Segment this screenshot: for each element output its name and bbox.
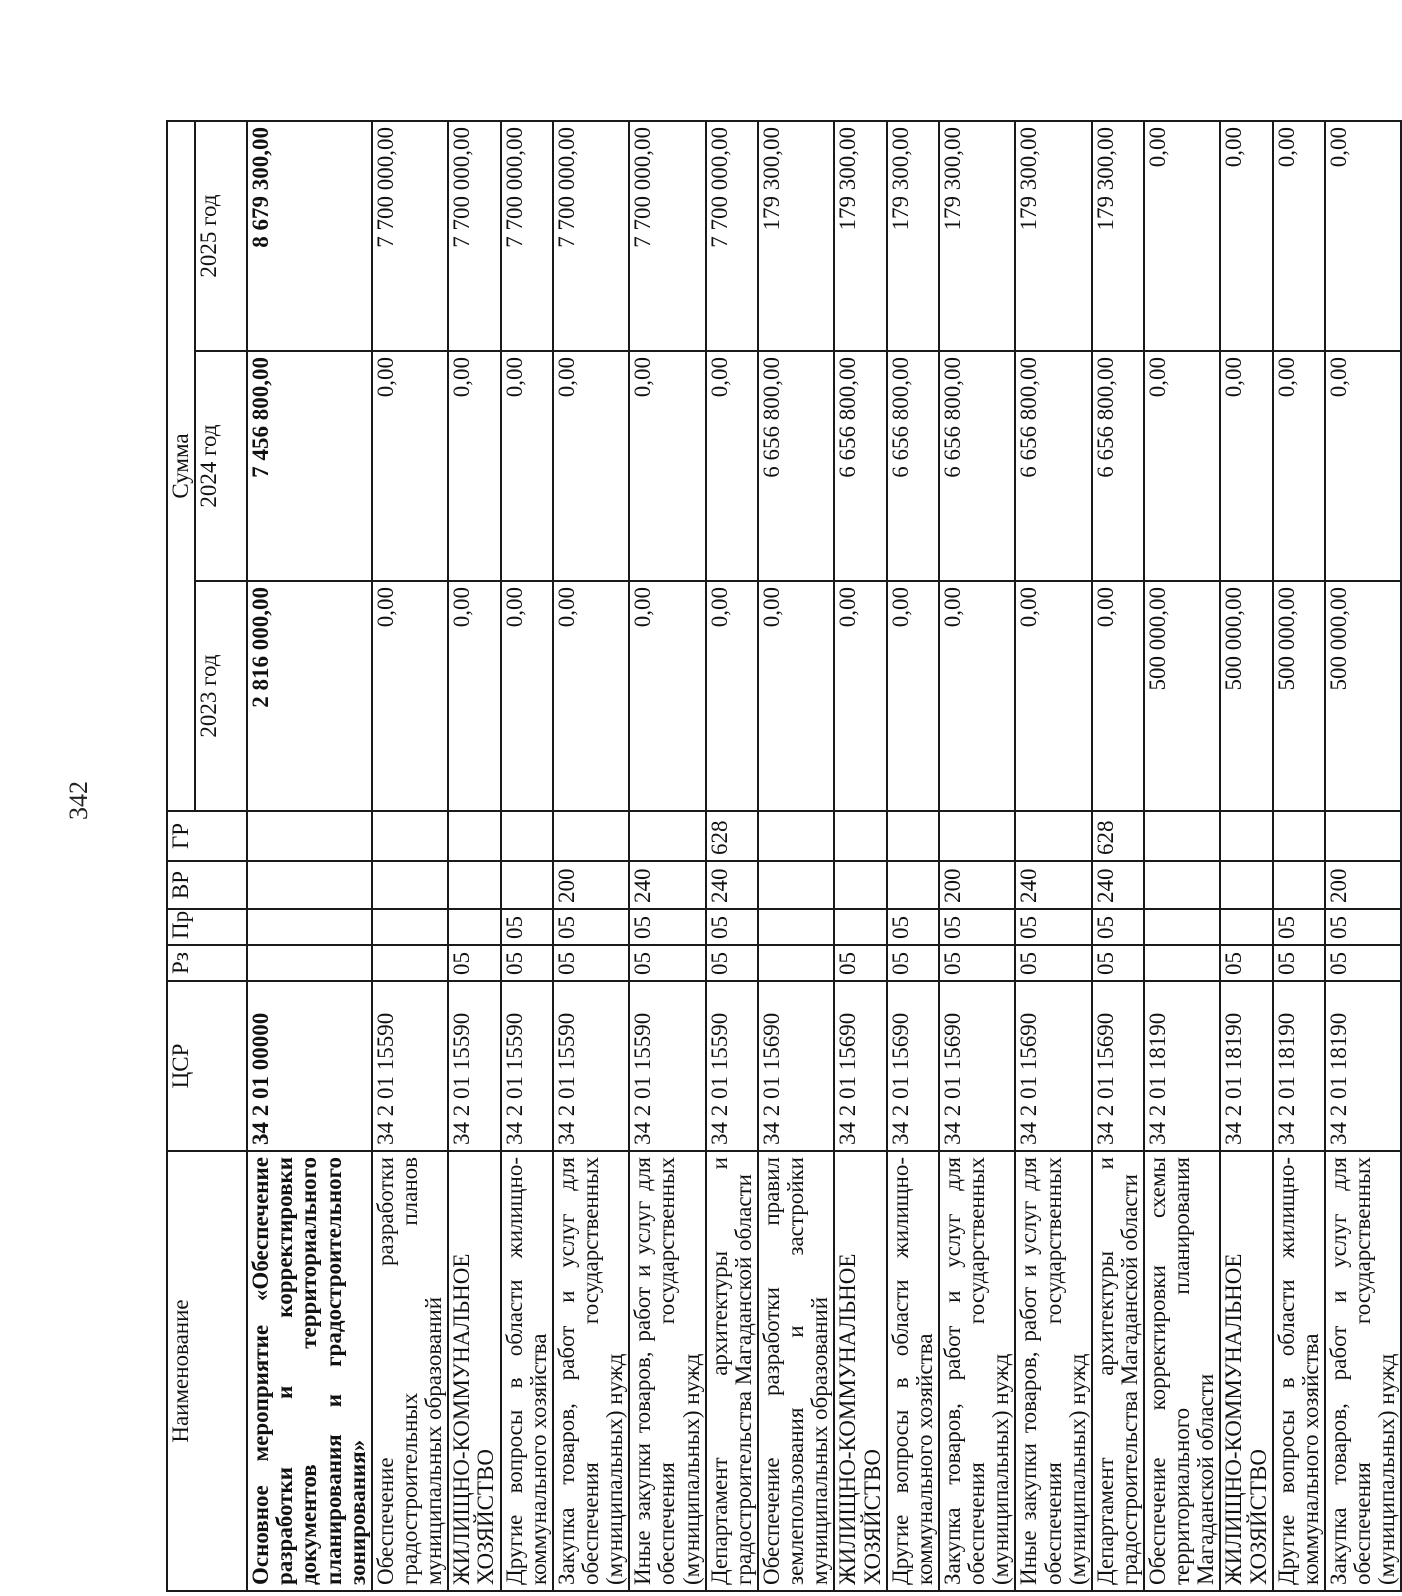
cell-amount-2024: 0,00 [706,351,758,581]
cell-amount-2025: 0,00 [1273,121,1325,351]
cell-gr [1015,811,1091,861]
header-csr: ЦСР [167,981,247,1151]
cell-csr: 34 2 01 15690 [1015,981,1091,1151]
cell-pr: 05 [1015,909,1091,945]
header-rz: Рз [167,945,247,981]
cell-csr: 34 2 01 15590 [706,981,758,1151]
cell-name: Департамент архитектуры и градостроительства Магаданской области [1092,1151,1144,1591]
cell-pr [448,909,500,945]
cell-rz: 05 [1325,945,1401,981]
cell-amount-2023: 0,00 [939,581,1015,811]
cell-gr [1273,811,1325,861]
cell-vr [758,861,834,909]
cell-name: ЖИЛИЩНО-КОММУНАЛЬНОЕ ХОЗЯЙСТВО [1220,1151,1272,1591]
cell-amount-2023: 500 000,00 [1325,581,1401,811]
cell-gr [372,811,448,861]
header-name: Наименование [167,1151,247,1591]
cell-amount-2023: 0,00 [553,581,629,811]
cell-amount-2025: 7 700 000,00 [448,121,500,351]
table-row [448,121,500,1591]
cell-amount-2024: 6 656 800,00 [758,351,834,581]
cell-vr [1220,861,1272,909]
table-row [553,121,629,1591]
cell-amount-2023: 0,00 [834,581,886,811]
cell-csr: 34 2 01 15590 [372,981,448,1151]
cell-csr: 34 2 01 15590 [501,981,553,1151]
cell-amount-2024: 6 656 800,00 [887,351,939,581]
cell-amount-2024: 0,00 [448,351,500,581]
cell-csr: 34 2 01 15690 [1092,981,1144,1151]
header-year-2024: 2024 год [195,351,247,581]
cell-amount-2024: 6 656 800,00 [1092,351,1144,581]
table-row [887,121,939,1591]
cell-rz: 05 [887,945,939,981]
cell-amount-2023: 0,00 [448,581,500,811]
cell-vr: 240 [1092,861,1144,909]
cell-pr: 05 [629,909,705,945]
cell-name: Обеспечение разработки градостроительных планов муниципальных образований [372,1151,448,1591]
cell-amount-2025: 0,00 [1325,121,1401,351]
cell-rz: 05 [448,945,500,981]
cell-pr: 05 [1325,909,1401,945]
cell-pr [834,909,886,945]
cell-amount-2023: 2 816 000,00 [247,581,372,811]
header-year-2023: 2023 год [195,581,247,811]
table-row [1273,121,1325,1591]
cell-rz: 05 [1273,945,1325,981]
cell-gr [501,811,553,861]
table-row [372,121,448,1591]
cell-csr: 34 2 01 15690 [758,981,834,1151]
cell-amount-2024: 0,00 [629,351,705,581]
cell-vr [448,861,500,909]
page-number: 342 [64,781,93,820]
budget-table [166,120,1402,1592]
cell-csr: 34 2 01 18190 [1220,981,1272,1151]
cell-name: Закупка товаров, работ и услуг для обеспечения государственных (муниципальных) нужд [553,1151,629,1591]
cell-amount-2023: 0,00 [758,581,834,811]
cell-name: Закупка товаров, работ и услуг для обеспечения государственных (муниципальных) нужд [1325,1151,1401,1591]
header-year-2025: 2025 год [195,121,247,351]
cell-pr: 05 [887,909,939,945]
cell-pr [247,909,372,945]
cell-vr [247,861,372,909]
cell-csr: 34 2 01 00000 [247,981,372,1151]
cell-amount-2025: 7 700 000,00 [501,121,553,351]
header-pr: Пр [167,909,247,945]
header-gr: ГР [167,811,247,861]
cell-amount-2023: 0,00 [372,581,448,811]
cell-amount-2023: 500 000,00 [1273,581,1325,811]
cell-gr [1325,811,1401,861]
cell-amount-2023: 0,00 [501,581,553,811]
cell-rz: 05 [501,945,553,981]
cell-amount-2024: 0,00 [1325,351,1401,581]
cell-pr: 05 [1273,909,1325,945]
cell-amount-2025: 179 300,00 [834,121,886,351]
cell-rz [1144,945,1220,981]
cell-rz: 05 [939,945,1015,981]
cell-gr: 628 [706,811,758,861]
cell-gr [448,811,500,861]
cell-amount-2024: 7 456 800,00 [247,351,372,581]
cell-rz: 05 [1220,945,1272,981]
table-row [834,121,886,1591]
cell-amount-2023: 500 000,00 [1144,581,1220,811]
cell-gr [247,811,372,861]
cell-vr: 240 [706,861,758,909]
cell-pr [372,909,448,945]
cell-name: Иные закупки товаров, работ и услуг для обеспечения государственных (муниципальных) нужд [629,1151,705,1591]
cell-name: Обеспечение корректировки схемы территориального планирования Магаданской области [1144,1151,1220,1591]
header-row [167,121,195,1591]
cell-amount-2023: 0,00 [887,581,939,811]
cell-csr: 34 2 01 18190 [1273,981,1325,1151]
cell-csr: 34 2 01 18190 [1325,981,1401,1151]
cell-amount-2024: 0,00 [372,351,448,581]
cell-vr: 240 [1015,861,1091,909]
cell-gr [939,811,1015,861]
cell-name: ЖИЛИЩНО-КОММУНАЛЬНОЕ ХОЗЯЙСТВО [448,1151,500,1591]
table-row [758,121,834,1591]
cell-gr [887,811,939,861]
cell-pr: 05 [1092,909,1144,945]
cell-rz [758,945,834,981]
cell-name: ЖИЛИЩНО-КОММУНАЛЬНОЕ ХОЗЯЙСТВО [834,1151,886,1591]
cell-name: Основное мероприятие «Обеспечение разработки и корректировки документов территориального планирования и градостроительного зонирования» [247,1151,372,1591]
table-row [706,121,758,1591]
table-row [247,121,372,1591]
table-row [1144,121,1220,1591]
cell-gr [629,811,705,861]
cell-csr: 34 2 01 15690 [939,981,1015,1151]
cell-vr [887,861,939,909]
cell-pr: 05 [939,909,1015,945]
table-row [1220,121,1272,1591]
table-row [939,121,1015,1591]
cell-name: Департамент архитектуры и градостроительства Магаданской области [706,1151,758,1591]
cell-vr [501,861,553,909]
cell-rz [372,945,448,981]
cell-gr [758,811,834,861]
table-row [1092,121,1144,1591]
cell-amount-2023: 500 000,00 [1220,581,1272,811]
cell-amount-2024: 6 656 800,00 [1015,351,1091,581]
cell-amount-2025: 179 300,00 [1092,121,1144,351]
cell-name: Закупка товаров, работ и услуг для обеспечения государственных (муниципальных) нужд [939,1151,1015,1591]
cell-rz: 05 [553,945,629,981]
cell-name: Другие вопросы в области жилищно-коммунального хозяйства [887,1151,939,1591]
cell-csr: 34 2 01 15690 [887,981,939,1151]
cell-amount-2023: 0,00 [1015,581,1091,811]
cell-amount-2025: 8 679 300,00 [247,121,372,351]
cell-amount-2025: 0,00 [1144,121,1220,351]
cell-pr: 05 [706,909,758,945]
cell-rz: 05 [1092,945,1144,981]
cell-amount-2024: 6 656 800,00 [834,351,886,581]
cell-amount-2024: 0,00 [501,351,553,581]
cell-pr [758,909,834,945]
cell-amount-2024: 0,00 [1144,351,1220,581]
cell-gr [1144,811,1220,861]
cell-amount-2025: 7 700 000,00 [372,121,448,351]
cell-gr [1220,811,1272,861]
cell-amount-2024: 0,00 [1220,351,1272,581]
cell-amount-2024: 0,00 [553,351,629,581]
cell-gr [834,811,886,861]
cell-amount-2025: 179 300,00 [758,121,834,351]
cell-csr: 34 2 01 15590 [448,981,500,1151]
cell-rz [247,945,372,981]
cell-amount-2024: 6 656 800,00 [939,351,1015,581]
cell-amount-2023: 0,00 [706,581,758,811]
table-row [1015,121,1091,1591]
cell-name: Другие вопросы в области жилищно-коммунального хозяйства [1273,1151,1325,1591]
cell-rz: 05 [834,945,886,981]
cell-vr: 200 [939,861,1015,909]
header-vr: ВР [167,861,247,909]
cell-vr: 200 [1325,861,1401,909]
cell-amount-2025: 0,00 [1220,121,1272,351]
cell-name: Иные закупки товаров, работ и услуг для обеспечения государственных (муниципальных) нужд [1015,1151,1091,1591]
cell-csr: 34 2 01 15590 [629,981,705,1151]
cell-vr [834,861,886,909]
cell-amount-2025: 7 700 000,00 [553,121,629,351]
cell-rz: 05 [706,945,758,981]
cell-amount-2025: 7 700 000,00 [629,121,705,351]
header-sum: Сумма [167,121,195,811]
cell-amount-2025: 179 300,00 [939,121,1015,351]
table-row [1325,121,1401,1591]
cell-vr: 200 [553,861,629,909]
rotated-page [166,122,1400,1592]
table-row [501,121,553,1591]
cell-vr [1273,861,1325,909]
cell-gr [553,811,629,861]
table-row [629,121,705,1591]
cell-amount-2023: 0,00 [1092,581,1144,811]
cell-amount-2025: 7 700 000,00 [706,121,758,351]
cell-pr [1220,909,1272,945]
cell-vr: 240 [629,861,705,909]
cell-vr [372,861,448,909]
cell-amount-2025: 179 300,00 [887,121,939,351]
cell-csr: 34 2 01 18190 [1144,981,1220,1151]
cell-pr: 05 [553,909,629,945]
cell-rz: 05 [629,945,705,981]
cell-pr [1144,909,1220,945]
cell-name: Обеспечение разработки правил землепользования и застройки муниципальных образований [758,1151,834,1591]
cell-amount-2023: 0,00 [629,581,705,811]
cell-csr: 34 2 01 15690 [834,981,886,1151]
cell-name: Другие вопросы в области жилищно-коммунального хозяйства [501,1151,553,1591]
cell-amount-2024: 0,00 [1273,351,1325,581]
cell-vr [1144,861,1220,909]
cell-rz: 05 [1015,945,1091,981]
cell-gr: 628 [1092,811,1144,861]
cell-amount-2025: 179 300,00 [1015,121,1091,351]
cell-pr: 05 [501,909,553,945]
cell-csr: 34 2 01 15590 [553,981,629,1151]
